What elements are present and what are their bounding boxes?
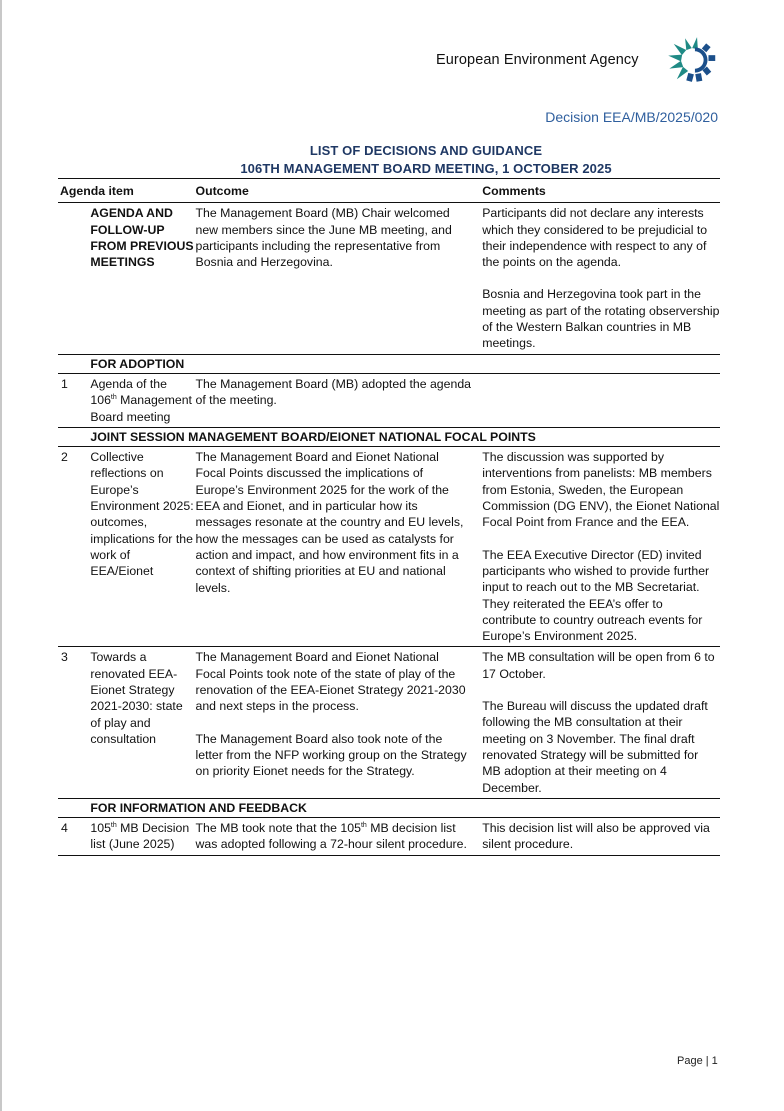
table-row	[58, 447, 720, 647]
page-edge	[0, 0, 2, 1111]
agenda-item-text: Management Board meeting	[90, 393, 192, 424]
comment-text: The MB consultation will be open from 6 to 17 October.	[482, 650, 715, 681]
section-spacer	[58, 354, 90, 373]
comment-text: Participants did not declare any interests which they considered to be prejudicial to their independence with respect to any of the points on the agenda.	[482, 206, 708, 270]
agenda-number: 1	[58, 373, 90, 427]
comments-cell	[478, 647, 720, 798]
agenda-item: Collective reflections on Europe’s Environment 2025: outcomes, implications for the work of EEA/Eionet	[90, 447, 195, 647]
outcome-cell	[196, 373, 479, 427]
agenda-item-text: Agenda of the 106	[90, 376, 167, 408]
agenda-number	[58, 203, 90, 354]
section-header-row	[58, 354, 720, 373]
agenda-item: Towards a renovated EEA-Eionet Strategy 2021-2030: state of play and consultation	[90, 647, 195, 798]
outcome-text: The Management Board (MB) Chair welcomed new members since the June MB meeting, and participants including the representative from Bosnia and Herzegovina.	[195, 206, 452, 270]
eea-sunflower-logo-icon	[664, 31, 722, 89]
table-row	[58, 373, 720, 427]
comment-text: Bosnia and Herzegovina took part in the meeting as part of the rotating observership of the Western Balkan countries in MB meetings.	[482, 287, 720, 351]
comment-text: The EEA Executive Director (ED) invited participants who wished to provide further input to reach out to the MB Secretariat. They reiterated the EEA’s offer to contribute to country outreach events for Europe’s Environment 2025.	[482, 547, 710, 644]
outcome-cell	[196, 647, 479, 798]
agenda-item-text: MB Decision list (June 2025)	[90, 821, 190, 852]
comments-cell	[478, 203, 720, 354]
outcome-text: The Management Board (MB) adopted the agenda of the meeting.	[195, 376, 471, 408]
column-header-outcome: Outcome	[196, 179, 479, 203]
comments-cell	[478, 373, 720, 427]
section-spacer	[58, 798, 90, 817]
section-spacer	[58, 427, 90, 446]
column-header-agenda-item: Agenda item	[58, 179, 196, 203]
document-subtitle: 106TH MANAGEMENT BOARD MEETING, 1 OCTOBER 2025	[240, 161, 612, 176]
document-title: LIST OF DECISIONS AND GUIDANCE	[309, 143, 543, 158]
comment-text: The Bureau will discuss the updated draft following the MB consultation at their meeting on 3 November. The final draft renovated Strategy will be submitted for MB adoption at their meeting on 4 December.	[482, 699, 708, 795]
comment-text: This decision list will also be approved via silent procedure.	[482, 821, 710, 852]
comments-cell	[478, 447, 720, 647]
outcome-text-part: The MB took note that the 105	[195, 821, 361, 836]
table-row	[58, 203, 720, 354]
ordinal-suffix: th	[110, 394, 117, 402]
column-header-comments: Comments	[478, 179, 720, 203]
section-label: JOINT SESSION MANAGEMENT BOARD/EIONET NATIONAL FOCAL POINTS	[90, 427, 720, 446]
outcome-cell	[196, 203, 479, 354]
agenda-number: 3	[58, 647, 90, 798]
outcome-text: The Management Board also took note of the letter from the NFP working group on the Strategy on priority Eionet needs for the Strategy.	[195, 731, 467, 779]
outcome-text-part: MB decision list was adopted following a 72-hour silent procedure.	[195, 821, 467, 852]
section-label: FOR INFORMATION AND FEEDBACK	[90, 798, 720, 817]
section-header-row	[58, 427, 720, 446]
decision-reference: Decision EEA/MB/2025/020	[545, 109, 718, 125]
agenda-number: 2	[58, 447, 90, 647]
ordinal-suffix: th	[360, 822, 367, 829]
table-row	[58, 818, 720, 856]
outcome-cell	[196, 447, 479, 647]
agenda-item: AGENDA AND FOLLOW-UP FROM PREVIOUS MEETINGS	[90, 203, 195, 354]
decisions-table	[58, 178, 720, 856]
outcome-cell	[196, 818, 479, 856]
section-header-row	[58, 798, 720, 817]
outcome-text	[196, 820, 473, 853]
agenda-item-text: 105	[90, 821, 111, 836]
section-label: FOR ADOPTION	[90, 354, 720, 373]
agenda-item	[90, 373, 195, 427]
page-number: Page | 1	[677, 1055, 718, 1067]
table-row	[58, 647, 720, 798]
outcome-text: The Management Board and Eionet National Focal Points took note of the state of play of the renovation of the EEA-Eionet Strategy 2021-2030 and next steps in the process.	[195, 650, 466, 714]
comment-text: The discussion was supported by interventions from panelists: MB members from Estonia, Sweden, the European Commission (DG ENV), the Eionet National Focal Point from France and the EEA.	[482, 450, 720, 530]
agenda-number: 4	[58, 818, 90, 856]
ordinal-suffix: th	[110, 822, 117, 829]
agenda-item	[90, 818, 195, 856]
outcome-text: The Management Board and Eionet National Focal Points discussed the implications of Europe’s Environment 2025 for the work of the EEA and Eionet, and in particular how its messages resonate at the country and EU levels, how the messages can be used as catalysts for action and impact, and how environment fits in a context of shifting priorities at EU and national levels.	[195, 450, 464, 595]
comments-cell	[478, 818, 720, 856]
table-header-row	[58, 179, 720, 203]
organization-name: European Environment Agency	[436, 52, 639, 68]
